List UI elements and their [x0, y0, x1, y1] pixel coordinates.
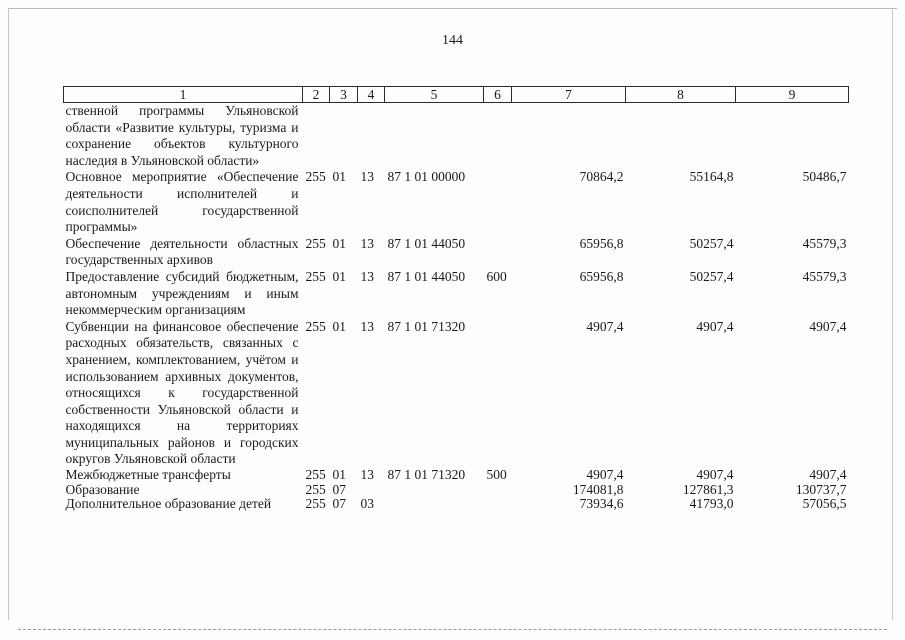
budget-table: [63, 86, 849, 512]
col-header-7: 7: [512, 87, 626, 103]
row-subsection: 13: [360, 235, 374, 251]
row-amount-9: [736, 103, 849, 170]
table-row: [64, 468, 849, 483]
row-amount-8: 55164,8: [689, 169, 734, 185]
row-name: Дополнительное образование детей: [65, 496, 272, 512]
row-ministry: [303, 103, 330, 170]
row-subsection: [358, 483, 385, 498]
row-subsection: 13: [360, 318, 374, 334]
row-target-article: [385, 497, 484, 512]
row-expense-type: 500: [486, 467, 507, 483]
col-header-6: 6: [484, 87, 512, 103]
table-row: [64, 497, 849, 512]
table-row: [64, 483, 849, 498]
row-target-article: 87 1 01 71320: [387, 318, 466, 334]
page-number: 144: [442, 33, 463, 48]
row-expense-type: [484, 483, 512, 498]
row-amount-9: 45579,3: [802, 235, 847, 251]
row-ministry: 255: [305, 481, 326, 497]
row-subsection: [358, 103, 385, 170]
row-expense-type: [484, 103, 512, 170]
row-amount-8: 4907,4: [696, 318, 734, 334]
row-amount-9: 50486,7: [802, 169, 847, 185]
row-amount-8: [626, 103, 736, 170]
row-target-article: [385, 483, 484, 498]
row-amount-8: 4907,4: [696, 467, 734, 483]
col-header-1: 1: [64, 87, 303, 103]
row-expense-type: [484, 497, 512, 512]
column-number-header: [64, 87, 849, 103]
table-row: [64, 319, 849, 468]
row-amount-7: 4907,4: [586, 467, 624, 483]
row-expense-type: [484, 319, 512, 468]
row-name: ственной программы Ульяновской области «Развитие культуры, туризма и сохранение объектов культурного наследия в Ульяновской области»: [65, 103, 299, 168]
row-amount-8: 127861,3: [682, 481, 734, 497]
row-section: 01: [332, 268, 346, 284]
row-amount-9: 4907,4: [809, 318, 847, 334]
row-amount-9: 4907,4: [809, 467, 847, 483]
row-amount-7: 174081,8: [572, 481, 624, 497]
row-section: 01: [332, 318, 346, 334]
col-header-8: 8: [626, 87, 736, 103]
row-subsection: 13: [360, 467, 374, 483]
row-ministry: 255: [305, 496, 326, 512]
col-header-3: 3: [330, 87, 358, 103]
row-section: 07: [332, 496, 346, 512]
table-row: [64, 236, 849, 269]
row-amount-7: 70864,2: [579, 169, 624, 185]
row-amount-8: 41793,0: [689, 496, 734, 512]
row-target-article: 87 1 01 71320: [387, 467, 466, 483]
table-row: [64, 269, 849, 319]
col-header-5: 5: [385, 87, 484, 103]
row-name: Образование: [65, 481, 140, 497]
row-section: 07: [332, 481, 346, 497]
col-header-9: 9: [736, 87, 849, 103]
row-name: Межбюджетные трансферты: [65, 467, 231, 483]
page-border-top: [8, 8, 897, 9]
row-ministry: 255: [305, 467, 326, 483]
row-amount-7: 65956,8: [579, 268, 624, 284]
row-ministry: 255: [305, 268, 326, 284]
row-section: 01: [332, 235, 346, 251]
row-name: Субвенции на финансовое обеспечение расходных обязательств, связанных с хранением, комплектованием, учётом и использованием архивных документов, относящихся к государственной собственности Ульяновской области и находящихся на территориях муниципальных районов и городских округов Ульяновской области: [65, 318, 299, 467]
row-amount-9: 57056,5: [802, 496, 847, 512]
row-expense-type: 600: [486, 268, 507, 284]
row-target-article: 87 1 01 44050: [387, 268, 466, 284]
row-amount-7: 65956,8: [579, 235, 624, 251]
scan-edge-line: [18, 629, 887, 630]
row-ministry: 255: [305, 235, 326, 251]
row-name: Основное мероприятие «Обеспечение деятельности исполнителей и соисполнителей государственной программы»: [65, 169, 299, 235]
row-target-article: 87 1 01 44050: [387, 235, 466, 251]
row-ministry: 255: [305, 318, 326, 334]
row-name: Обеспечение деятельности областных государственных архивов: [65, 235, 299, 268]
row-expense-type: [484, 169, 512, 235]
page-border-left: [8, 8, 9, 620]
row-name: Предоставление субсидий бюджетным, автономным учреждениям и иным некоммерческим организациям: [65, 268, 299, 318]
row-target-article: 87 1 01 00000: [387, 169, 466, 185]
table-row: [64, 103, 849, 170]
col-header-2: 2: [303, 87, 330, 103]
row-amount-7: 4907,4: [586, 318, 624, 334]
row-subsection: 13: [360, 169, 374, 185]
row-section: 01: [332, 169, 346, 185]
row-amount-8: 50257,4: [689, 268, 734, 284]
table-row: [64, 169, 849, 235]
row-section: [330, 103, 358, 170]
row-ministry: 255: [305, 169, 326, 185]
row-expense-type: [484, 236, 512, 269]
row-subsection: 13: [360, 268, 374, 284]
row-subsection: 03: [360, 496, 374, 512]
row-section: 01: [332, 467, 346, 483]
row-amount-7: 73934,6: [579, 496, 624, 512]
row-amount-9: 45579,3: [802, 268, 847, 284]
row-target-article: [385, 103, 484, 170]
col-header-4: 4: [358, 87, 385, 103]
page-border-right: [892, 8, 893, 620]
row-amount-9: 130737,7: [795, 481, 847, 497]
row-amount-8: 50257,4: [689, 235, 734, 251]
row-amount-7: [512, 103, 626, 170]
